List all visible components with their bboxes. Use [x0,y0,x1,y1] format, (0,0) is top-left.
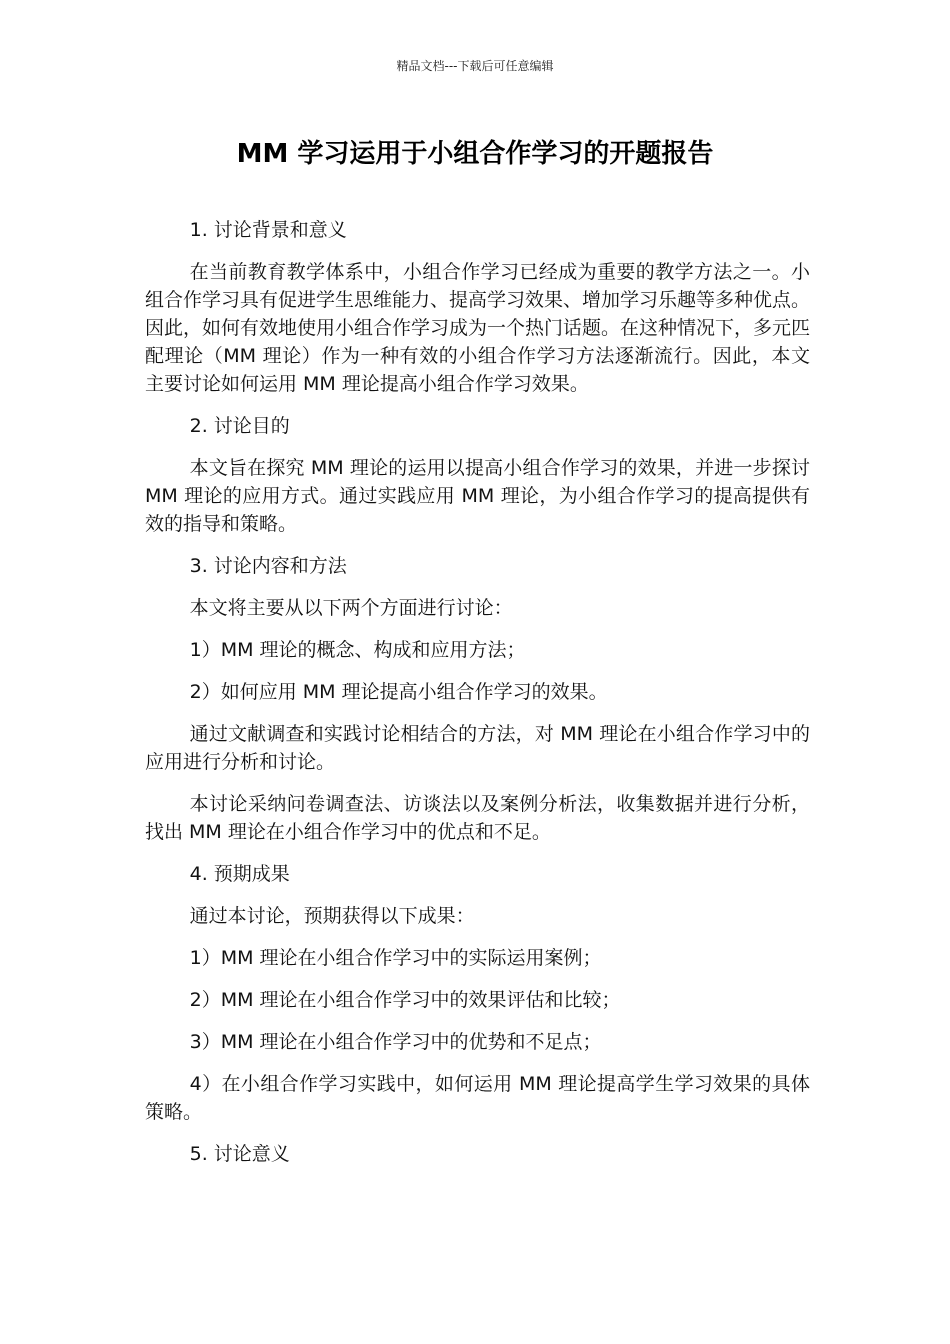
paragraph-background: 在当前教育教学体系中，小组合作学习已经成为重要的教学方法之一。小组合作学习具有促进学生思维能力、提高学习效果、增加学习乐趣等多种优点。因此，如何有效地使用小组合作学习成为一个热门话题。在这种情况下，多元匹配理论（MM 理论）作为一种有效的小组合作学习方法逐渐流行。因此，本文主要讨论如何运用 MM 理论提高小组合作学习效果。 [145,261,811,395]
list-item-outcome-4: 4）在小组合作学习实践中，如何运用 MM 理论提高学生学习效果的具体策略。 [145,1073,810,1123]
document-body [145,216,810,1182]
paragraph-content-intro: 本文将主要从以下两个方面进行讨论： [189,597,513,619]
list-item-outcome-2: 2）MM 理论在小组合作学习中的效果评估和比较； [189,989,621,1011]
paragraph-method-survey: 本讨论采纳问卷调查法、访谈法以及案例分析法，收集数据并进行分析，找出 MM 理论在小组合作学习中的优点和不足。 [145,793,810,843]
section-heading-purpose: 2. 讨论目的 [189,415,290,437]
paragraph-method-literature: 通过文献调查和实践讨论相结合的方法，对 MM 理论在小组合作学习中的应用进行分析和讨论。 [145,723,810,773]
list-item-content-2: 2）如何应用 MM 理论提高小组合作学习的效果。 [189,681,608,703]
section-heading-outcomes: 4. 预期成果 [189,863,290,885]
section-heading-content-method: 3. 讨论内容和方法 [189,555,347,577]
list-item-content-1: 1）MM 理论的概念、构成和应用方法； [189,639,526,661]
list-item-outcome-1: 1）MM 理论在小组合作学习中的实际运用案例； [189,947,602,969]
section-heading-background: 1. 讨论背景和意义 [189,219,347,241]
section-heading-significance: 5. 讨论意义 [189,1143,290,1165]
document-title: MM 学习运用于小组合作学习的开题报告 [236,139,714,169]
paragraph-purpose: 本文旨在探究 MM 理论的运用以提高小组合作学习的效果，并进一步探讨 MM 理论的应用方式。通过实践应用 MM 理论，为小组合作学习的提高提供有效的指导和策略。 [145,457,810,535]
paragraph-outcomes-intro: 通过本讨论，预期获得以下成果： [189,905,475,927]
header-note: 精品文档---下载后可任意编辑 [396,59,554,73]
list-item-outcome-3: 3）MM 理论在小组合作学习中的优势和不足点； [189,1031,602,1053]
